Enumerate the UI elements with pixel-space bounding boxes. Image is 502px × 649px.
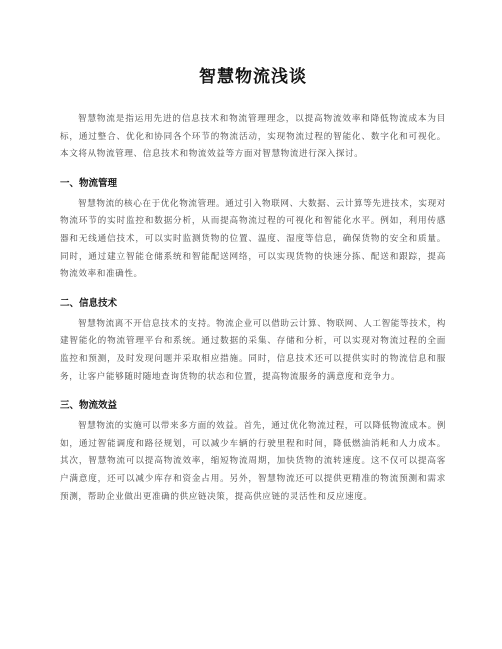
intro-paragraph: 智慧物流是指运用先进的信息技术和物流管理理念，以提高物流效率和降低物流成本为目标，通过整合、优化和协同各个环节的物流活动，实现物流过程的智能化、数字化和可视化。本文将从物流管理、信息技术和物流效益等方面对智慧物流进行深入探讨。 [60,114,446,160]
section-paragraph: 智慧物流的实施可以带来多方面的效益。首先，通过优化物流过程，可以降低物流成本。例如，通过智能调度和路径规划，可以减少车辆的行驶里程和时间，降低燃油消耗和人力成本。其次，智慧物流可以提高物流效率，缩短物流周期，加快货物的流转速度。这不仅可以提高客户满意度，还可以减少库存和资金占用。另外，智慧物流还可以提供更精准的物流预测和需求预测，帮助企业做出更准确的供应链决策，提高供应链的灵活性和反应速度。 [60,421,446,502]
section-heading: 三、物流效益 [60,400,118,412]
document-title: 智慧物流浅谈 [199,67,307,87]
section-logistics-benefits [60,397,446,506]
section-paragraph: 智慧物流离不开信息技术的支持。物流企业可以借助云计算、物联网、人工智能等技术，构建智能化的物流管理平台和系统。通过数据的采集、存储和分析，可以实现对物流过程的全面监控和预测，及时发现问题并采取相应措施。同时，信息技术还可以提供实时的物流信息和服务，让客户能够随时随地查询货物的状态和位置，提高物流服务的满意度和竞争力。 [60,318,446,382]
section-information-technology [60,295,446,386]
section-logistics-management [60,175,446,284]
section-paragraph: 智慧物流的核心在于优化物流管理。通过引入物联网、大数据、云计算等先进技术，实现对物流环节的实时监控和数据分析，从而提高物流过程的可视化和智能化水平。例如，利用传感器和无线通信技术，可以实时监测货物的位置、温度、湿度等信息，确保货物的安全和质量。同时，通过建立智能仓储系统和智能配送网络，可以实现货物的快速分拣、配送和跟踪，提高物流效率和准确性。 [60,198,446,280]
section-heading: 二、信息技术 [60,297,118,309]
section-heading: 一、物流管理 [60,177,118,189]
